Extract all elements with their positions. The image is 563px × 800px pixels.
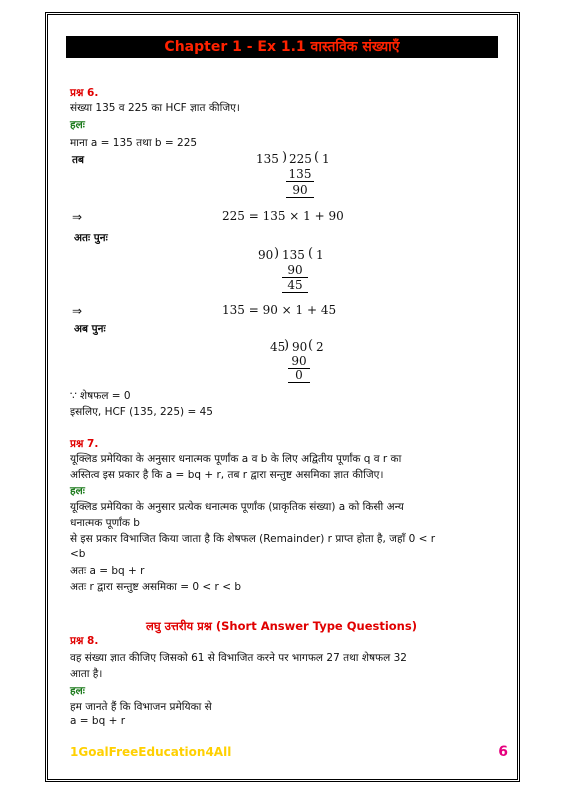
q7-question-line-2: अस्तित्व इस प्रकार है कि a = bq + r, तब r द्वारा सन्तुष्ट असमिका ज्ञात कीजिए। — [70, 469, 384, 481]
div3-divisor: 45 — [270, 340, 286, 354]
chapter-title: Chapter 1 - Ex 1.1 वास्तविक संख्याएँ — [66, 36, 498, 58]
div2-dividend: 135 — [282, 248, 305, 262]
div2-divisor: 90 — [258, 248, 274, 262]
q7-answer-line-6: अतः r द्वारा सन्तुष्ट असमिका = 0 < r < b — [70, 581, 241, 593]
div1-quotient: 1 — [322, 152, 330, 166]
div1-divisor: 135 — [256, 152, 279, 166]
equation-1: 225 = 135 × 1 + 90 — [222, 209, 344, 223]
q6-remainder-line: ∵ शेषफल = 0 — [70, 390, 131, 402]
div3-bracket-open: ) — [284, 338, 290, 353]
long-division-2 — [258, 248, 338, 298]
page-number: 6 — [498, 744, 508, 760]
arrow-1: ⇒ — [72, 210, 83, 224]
q6-then: तब — [72, 154, 84, 166]
long-division-1 — [256, 152, 336, 202]
div2-bracket-open: ) — [274, 246, 280, 261]
q6-again-2: अब पुनः — [74, 323, 106, 335]
div2-bracket-close: ( — [308, 246, 314, 261]
div3-dividend: 90 — [292, 340, 308, 354]
q7-question-line-1: यूक्लिड प्रमेयिका के अनुसार धनात्मक पूर्णांक a व b के लिए अद्वितीय पूर्णांक q व r का — [70, 453, 402, 465]
q6-again-1: अतः पुनः — [74, 232, 108, 244]
q8-answer-line-2: a = bq + r — [70, 715, 126, 727]
q7-answer-line-3: से इस प्रकार विभाजित किया जाता है कि शेषफल (Remainder) r प्राप्त होता है, जहाँ 0 < r — [70, 533, 436, 545]
q7-label: प्रश्न 7. — [70, 438, 99, 450]
long-division-3 — [270, 340, 350, 390]
q6-label: प्रश्न 6. — [70, 87, 99, 99]
q6-conclusion: इसलिए, HCF (135, 225) = 45 — [70, 406, 213, 418]
footer-brand: 1GoalFreeEducation4All — [70, 745, 232, 759]
q7-hal: हलः — [70, 485, 85, 497]
q7-answer-line-4: <b — [70, 548, 86, 560]
section-heading: लघु उत्तरीय प्रश्न (Short Answer Type Questions) — [146, 619, 417, 633]
div1-subtract: 135 — [286, 167, 314, 182]
equation-2: 135 = 90 × 1 + 45 — [222, 303, 337, 317]
div3-quotient: 2 — [316, 340, 324, 354]
div3-bracket-close: ( — [308, 338, 314, 353]
div2-subtract: 90 — [282, 263, 308, 278]
arrow-2: ⇒ — [72, 304, 83, 318]
div1-bracket-open: ) — [282, 150, 288, 165]
q8-question-line-2: आता है। — [70, 668, 103, 680]
q6-hal: हलः — [70, 119, 85, 131]
q8-question-line-1: वह संख्या ज्ञात कीजिए जिसको 61 से विभाजित करने पर भागफल 27 तथा शेषफल 32 — [70, 652, 407, 664]
div3-remainder: 0 — [288, 368, 310, 383]
div2-quotient: 1 — [316, 248, 324, 262]
q8-hal: हलः — [70, 685, 85, 697]
q7-answer-line-1: यूक्लिड प्रमेयिका के अनुसार प्रत्येक धनात्मक पूर्णांक (प्राकृतिक संख्या) a को किसी अन्य — [70, 501, 404, 513]
q6-let: माना a = 135 तथा b = 225 — [70, 137, 198, 149]
q7-answer-line-5: अतः a = bq + r — [70, 565, 145, 577]
q8-label: प्रश्न 8. — [70, 635, 99, 647]
q6-question: संख्या 135 व 225 का HCF ज्ञात कीजिए। — [70, 102, 240, 114]
div1-bracket-close: ( — [314, 150, 320, 165]
q7-answer-line-2: धनात्मक पूर्णांक b — [70, 517, 140, 529]
div1-remainder: 90 — [286, 183, 314, 198]
div1-dividend: 225 — [289, 152, 312, 166]
div2-remainder: 45 — [282, 278, 308, 293]
div3-subtract: 90 — [288, 354, 310, 369]
q8-answer-line-1: हम जानते हैं कि विभाजन प्रमेयिका से — [70, 701, 212, 713]
